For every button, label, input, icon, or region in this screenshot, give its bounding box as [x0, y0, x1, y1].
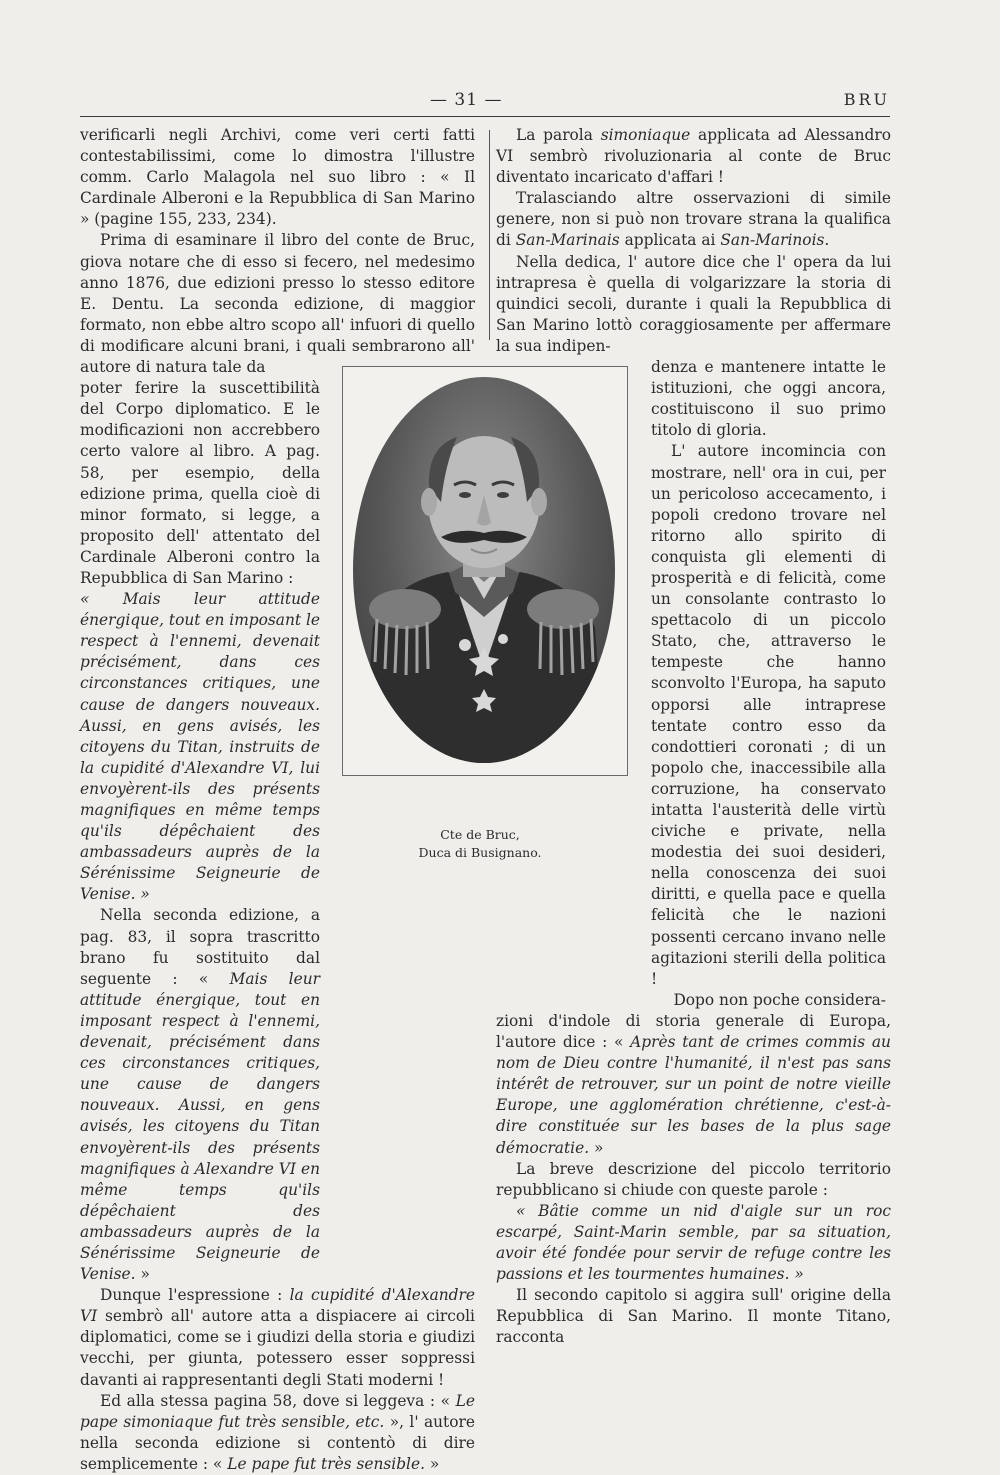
text: Dunque l'espressione :: [100, 1286, 283, 1305]
italic-text: San-Marinais: [515, 231, 620, 250]
paragraph: Nella dedica, l' autore dice che l' opera da lui intrapresa è quella di volgarizzare la storia di quindici secoli, durante i quali la Repubblica di San Marino lottò coraggiosamente per affermare la sua indipen-: [496, 252, 891, 355]
paragraph: L' autore incomincia con mostrare, nell' ora in cui, per un pericoloso accecamento, i popoli credono trovare nel ritorno allo spirito di conquista gli elementi di prosperità e di felicità, come un consolante contrasto lo spettacolo di un piccolo Stato, che, attraverso le tempeste che hanno sconvolto l'Europa, ha saputo opporsi alle intraprese tentate contro esso da condottieri coronati ; di un popolo che, inaccessibile alla corruzione, ha conservato intatta l'austerità delle virtù civiche e private, nella modestia dei suoi desideri, nella conoscenza dei suoi diritti, e quella pace e quella felicità che le nazioni possenti cercano invano nelle agitazioni sterili della politica !: [651, 442, 886, 988]
right-column: [496, 125, 891, 1348]
italic-text: Mais leur attitude énergique, tout en imposant respect à l'ennemi, devenait, précisément dans ces circonstances critiques, une cause de dangers nouveaux. Aussi, en gens avisés, les citoyens du Titan envoyèrent-ils des présents magnifiques à Alexandre VI en même temps qu'ils dépêchaient des ambassadeurs auprès de la Sénérissime Seigneurie de Venise.: [80, 969, 320, 1284]
paragraph: La breve descrizione del piccolo territorio repubblicano si chiude con queste parole :: [496, 1159, 891, 1199]
text: La parola: [516, 126, 593, 144]
text: Tralasciando altre osservazioni di simile genere, non si può non trovare strana la qualifica di: [496, 189, 891, 250]
text: applicata ad Alessandro VI sembrò rivoluzionaria al conte de Bruc diventato incaricato d'affari !: [496, 126, 891, 187]
caption-name: Cte de Bruc,: [440, 827, 520, 842]
paragraph: [496, 125, 891, 188]
paragraph: Prima di esaminare il libro del conte de Bruc, giova notare che di esso si fecero, nel medesimo anno 1876, due edizioni presso lo stesso editore E. Dentu. La seconda edizione, di maggior formato, non ebbe altro scopo all' infuori di quello di modificare alcuni brani, i quali sembrarono all' autore di natura tale da: [80, 231, 475, 377]
quotation: « Mais leur attitude énergique, tout en imposant le respect à l'ennemi, devenait précisément, dans ces circonstances critiques, une cause de dangers nouveaux. Aussi, en gens avisés, les citoyens du Titan, instruits de la cupidité d'Alexandre VI, lui envoyèrent-ils des présents magnifiques en même temps qu'ils dépêchaient des ambassadeurs auprès de la Sérénissime Seigneurie de Venise. »: [80, 590, 320, 904]
paragraph: verificarli negli Archivi, come veri certi fatti contestabilissimi, come lo dimostra l'illustre comm. Carlo Malagola nel suo libro : « Il Cardinale Alberoni e la Repubblica di San Marino » (pagine 155, 233, 234).: [80, 126, 475, 229]
left-column: [80, 125, 475, 1475]
header-word: BRU: [843, 90, 890, 109]
text: Ed alla stessa pagina 58, dove si leggeva : «: [100, 1391, 451, 1410]
page-number: — 31 —: [430, 90, 503, 110]
paragraph: [496, 188, 891, 251]
text: zioni d'indole di storia generale di Europa, l'autore dice : «: [496, 1011, 891, 1052]
wrap-block: [651, 357, 886, 1011]
paragraph: Il secondo capitolo si aggira sull' origine della Repubblica di San Marino. Il monte Titano, racconta: [496, 1286, 891, 1347]
paragraph: [80, 1391, 475, 1475]
caption-title: Duca di Busignano.: [418, 845, 542, 860]
paragraph: [496, 1011, 891, 1159]
paragraph: poter ferire la suscettibilità del Corpo diplomatico. E le modificazioni non accrebbero certo valore al libro. A pag. 58, per esempio, della edizione prima, quella cioè di minor formato, si legge, a proposito dell' attentato del Cardinale Alberoni contro la Repubblica di San Marino :: [80, 379, 320, 587]
wrap-block: [80, 378, 320, 1285]
paragraph: Dopo non poche considera-: [673, 990, 886, 1009]
text: »: [594, 1138, 604, 1157]
paragraph: denza e mantenere intatte le istituzioni, che oggi ancora, costituiscono il suo primo titolo di gloria.: [651, 358, 886, 440]
text: », l' autore nella seconda edizione si contentò di dire semplicemente : «: [80, 1412, 475, 1473]
quotation: « Bâtie comme un nid d'aigle sur un roc escarpé, Saint-Marin semble, par sa situation, avoir été fondée pour servir de refuge contre les passions et les tourmentes humaines. »: [496, 1201, 891, 1284]
italic-text: Après tant de crimes commis au nom de Dieu contre l'humanité, il n'est pas sans intérêt de retrouver, sur un point de notre vieille Europe, une agglomération chrétienne, c'est-à-dire constituée sur les bases de la plus sage démocratie.: [496, 1033, 891, 1157]
italic-text: Le pape simoniaque fut très sensible, etc.: [80, 1391, 475, 1431]
italic-text: la cupidité d'Alexandre VI: [80, 1286, 475, 1326]
text: »: [140, 1265, 150, 1284]
italic-text: Le pape fut très sensible.: [227, 1454, 425, 1473]
text: »: [429, 1454, 440, 1473]
text: Nella seconda edizione, a pag. 83, il sopra trascritto brano fu sostituito dal seguente : «: [80, 906, 320, 988]
column-divider: [489, 130, 490, 340]
italic-text: San-Marinois.: [720, 231, 830, 250]
running-header: [80, 88, 890, 118]
header-rule: [80, 116, 890, 117]
paragraph: [80, 1285, 475, 1390]
italic-text: simoniaque: [600, 126, 691, 144]
text: applicata ai: [624, 231, 716, 250]
text: sembrò all' autore atta a dispiacere ai circoli diplomatici, come se i giudizi della storia e giudizi vecchi, per giunta, potessero esser soppressi davanti ai rappresentanti degli Stati moderni !: [80, 1307, 475, 1389]
paragraph: [80, 905, 320, 1285]
